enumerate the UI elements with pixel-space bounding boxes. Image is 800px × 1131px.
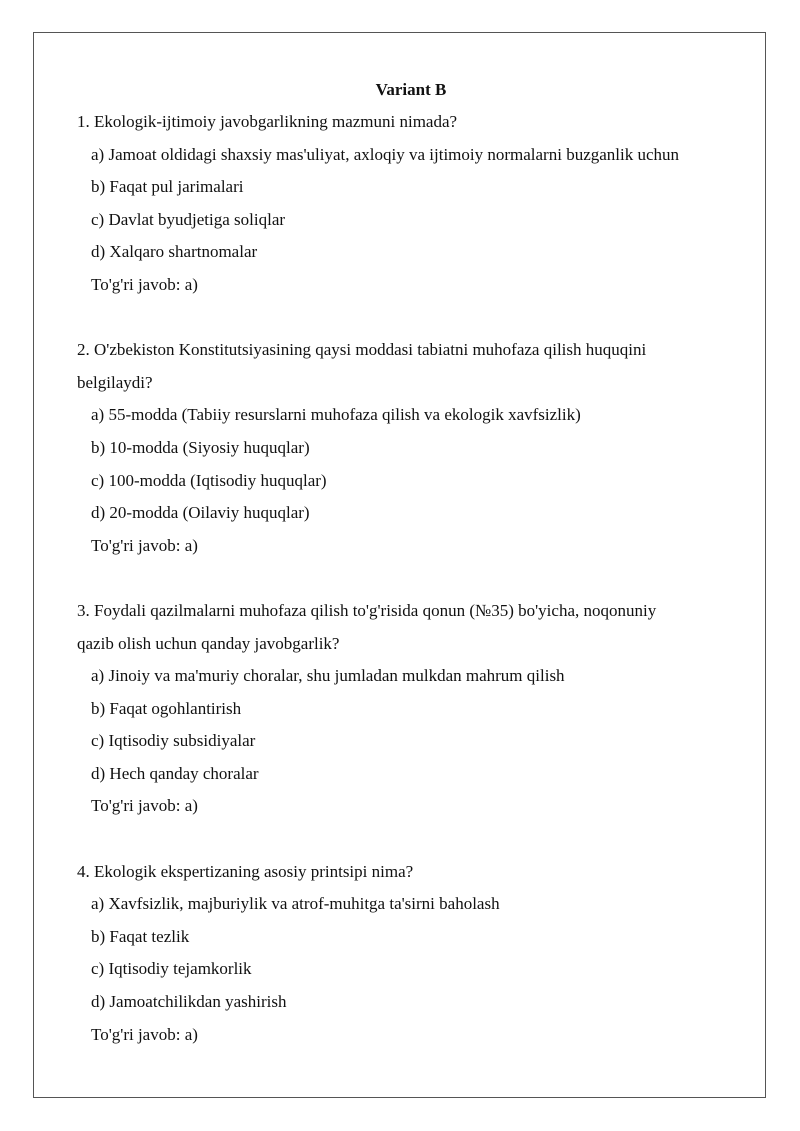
- question-2-text-line-1: 2. O'zbekiston Konstitutsiyasining qaysi moddasi tabiatni muhofaza qilish huquqini: [77, 340, 647, 360]
- question-1-option-b: b) Faqat pul jarimalari: [91, 177, 244, 197]
- question-1-answer: To'g'ri javob: a): [91, 274, 198, 294]
- question-2-text-line-2: belgilaydi?: [77, 372, 153, 392]
- question-2-option-a: a) 55-modda (Tabiiy resurslarni muhofaza qilish va ekologik xavfsizlik): [91, 405, 581, 425]
- question-1: [77, 106, 757, 302]
- question-1-option-a: a) Jamoat oldidagi shaxsiy mas'uliyat, axloqiy va ijtimoiy normalarni buzganlik uchun: [91, 144, 680, 164]
- spacer: [77, 302, 757, 335]
- question-3-option-c: c) Iqtisodiy subsidiyalar: [91, 731, 256, 751]
- question-4-text: 4. Ekologik ekspertizaning asosiy printsipi nima?: [77, 861, 414, 881]
- question-2-answer: To'g'ri javob: a): [91, 535, 198, 555]
- question-3: [77, 595, 757, 823]
- question-2-option-d: d) 20-modda (Oilaviy huquqlar): [91, 503, 310, 523]
- question-3-text-line-1: 3. Foydali qazilmalarni muhofaza qilish to'g'risida qonun (№35) bo'yicha, noqonuniy: [77, 600, 657, 620]
- question-1-text: 1. Ekologik-ijtimoiy javobgarlikning mazmuni nimada?: [77, 112, 458, 131]
- question-3-option-a: a) Jinoiy va ma'muriy choralar, shu jumladan mulkdan mahrum qilish: [91, 666, 565, 686]
- question-4-option-a: a) Xavfsizlik, majburiylik va atrof-muhitga ta'sirni baholash: [91, 894, 500, 914]
- question-4-answer: To'g'ri javob: a): [91, 1024, 198, 1044]
- question-2: [77, 334, 757, 562]
- question-1-option-d: d) Xalqaro shartnomalar: [91, 242, 258, 262]
- question-4: [77, 856, 757, 1052]
- question-2-option-c: c) 100-modda (Iqtisodiy huquqlar): [91, 470, 327, 490]
- question-2-option-b: b) 10-modda (Siyosiy huquqlar): [91, 437, 310, 457]
- question-3-option-d: d) Hech qanday choralar: [91, 763, 259, 783]
- question-3-text-line-2: qazib olish uchun qanday javobgarlik?: [77, 633, 340, 653]
- question-4-option-b: b) Faqat tezlik: [91, 926, 190, 946]
- document-body: [77, 74, 757, 1051]
- spacer: [77, 823, 757, 856]
- question-1-option-c: c) Davlat byudjetiga soliqlar: [91, 209, 286, 229]
- question-3-answer: To'g'ri javob: a): [91, 796, 198, 816]
- question-4-option-c: c) Iqtisodiy tejamkorlik: [91, 959, 252, 979]
- spacer: [77, 562, 757, 595]
- question-4-option-d: d) Jamoatchilikdan yashirish: [91, 992, 287, 1012]
- variant-title: Variant B: [375, 80, 447, 99]
- question-3-option-b: b) Faqat ogohlantirish: [91, 698, 242, 718]
